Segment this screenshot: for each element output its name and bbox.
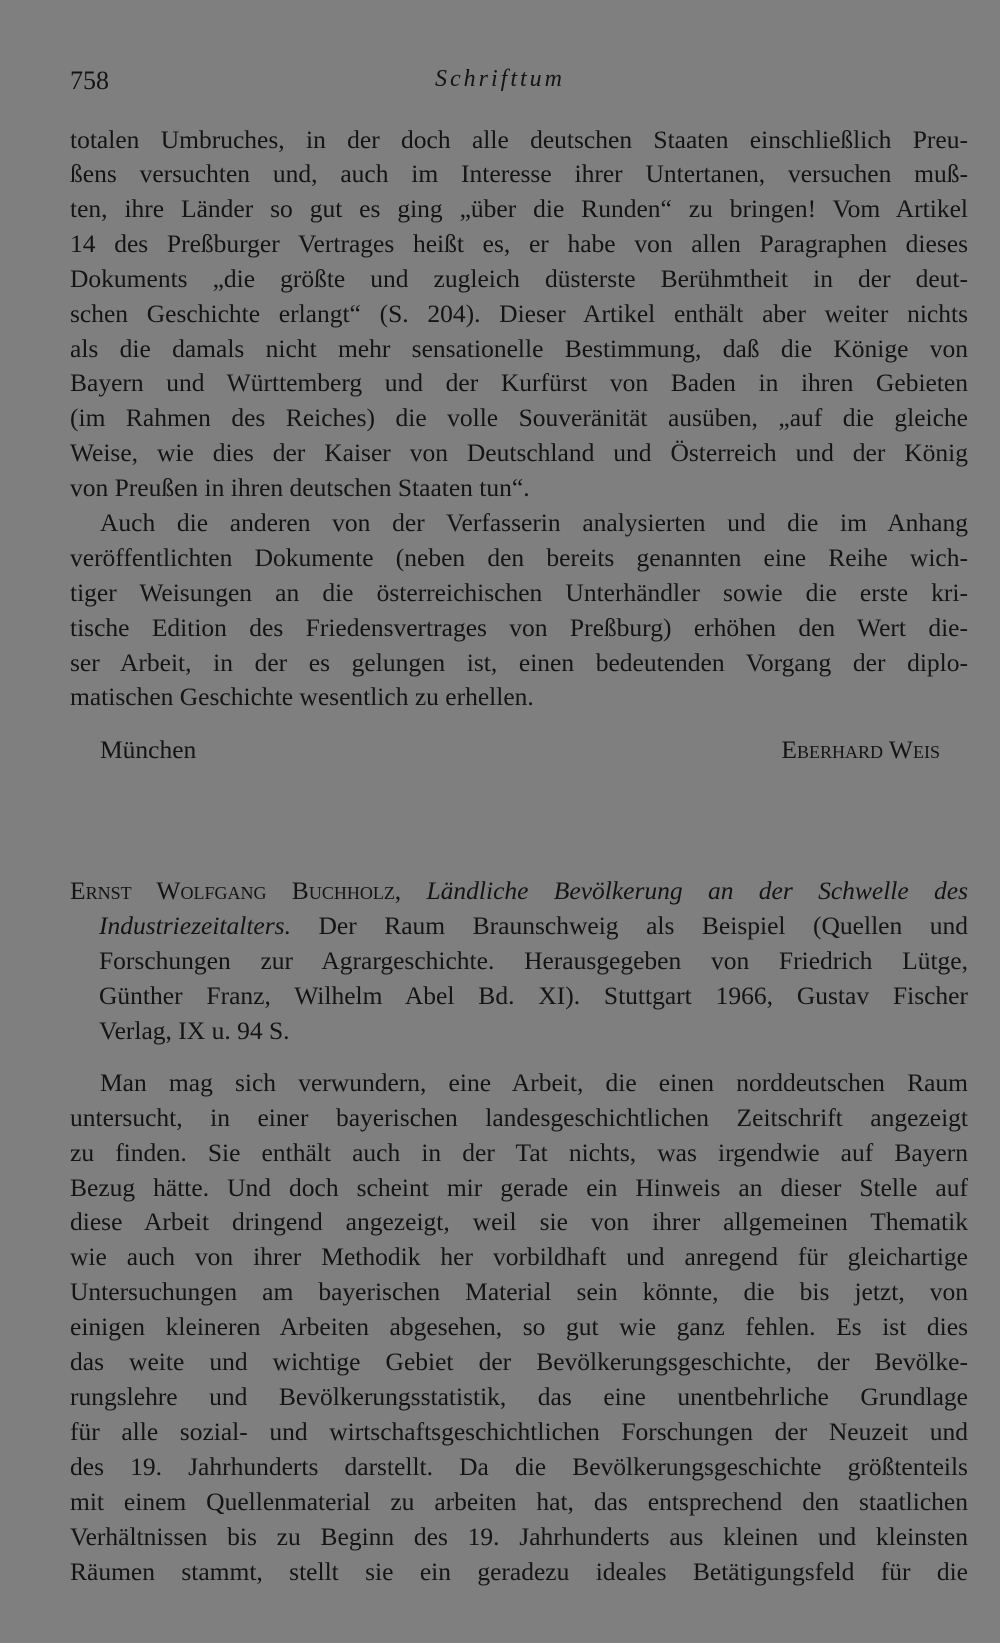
- text-line: Räumen stammt, stellt sie ein geradezu ideales Betätigungsfeld für die: [70, 1557, 968, 1586]
- citation-title: Ländliche Bevölkerung an der Schwelle des: [426, 876, 968, 905]
- text-line: veröffentlichten Dokumente (neben den bereits genannten eine Reihe wich-: [70, 543, 968, 572]
- page-number: 758: [70, 66, 109, 95]
- text-line: Untersuchungen am bayerischen Material sein könnte, die bis jetzt, von: [70, 1277, 968, 1306]
- text-line: Man mag sich verwundern, eine Arbeit, die einen norddeutschen Raum: [100, 1068, 968, 1097]
- citation-line: [99, 909, 968, 943]
- text-line: des 19. Jahrhunderts darstellt. Da die Bevölkerungsgeschichte größtenteils: [70, 1452, 968, 1481]
- text-line: einigen kleineren Arbeiten abgesehen, so gut wie ganz fehlen. Es ist dies: [70, 1312, 968, 1341]
- text-line: von Preußen in ihren deutschen Staaten tun“.: [70, 473, 530, 502]
- citation-line: Forschungen zur Agrargeschichte. Herausgegeben von Friedrich Lütge,: [99, 946, 968, 975]
- text-line: ßens versuchten und, auch im Interesse ihrer Untertanen, versuchen muß-: [70, 159, 968, 188]
- running-head: Schrifttum: [435, 66, 565, 92]
- text-line: Auch die anderen von der Verfasserin analysierten und die im Anhang: [100, 508, 968, 537]
- text-line: diese Arbeit dringend angezeigt, weil sie von ihrer allgemeinen Thematik: [70, 1207, 968, 1236]
- citation-line: Verlag, IX u. 94 S.: [99, 1016, 290, 1045]
- text-line: tische Edition des Friedensvertrages von Preßburg) erhöhen den Wert die-: [70, 613, 968, 642]
- text-line: Weise, wie dies der Kaiser von Deutschland und Österreich und der König: [70, 438, 968, 467]
- text-line: zu finden. Sie enthält auch in der Tat nichts, was irgendwie auf Bayern: [70, 1138, 968, 1167]
- text-line: Bayern und Württemberg und der Kurfürst von Baden in ihren Gebieten: [70, 368, 968, 397]
- text-line: matischen Geschichte wesentlich zu erhellen.: [70, 682, 534, 711]
- text-line: rungslehre und Bevölkerungsstatistik, das eine unentbehrliche Grundlage: [70, 1382, 968, 1411]
- text-line: untersucht, in einer bayerischen landesgeschichtlichen Zeitschrift angezeigt: [70, 1103, 968, 1132]
- text-line: ten, ihre Länder so gut es ging „über die Runden“ zu bringen! Vom Artikel: [70, 194, 968, 223]
- text-line: totalen Umbruches, in der doch alle deutschen Staaten einschließlich Preu-: [70, 125, 968, 154]
- review1-author: Eberhard Weis: [781, 735, 940, 764]
- citation-line: Günther Franz, Wilhelm Abel Bd. XI). Stuttgart 1966, Gustav Fischer: [99, 981, 968, 1010]
- citation-title-cont: Industriezeitalters.: [99, 911, 291, 940]
- text-line: für alle sozial- und wirtschaftsgeschichtlichen Forschungen der Neuzeit und: [70, 1417, 968, 1446]
- citation-author: Ernst Wolfgang Buchholz,: [70, 876, 402, 905]
- text-line: Dokuments „die größte und zugleich düsterste Berühmtheit in der deut-: [70, 264, 968, 293]
- text-line: als die damals nicht mehr sensationelle Bestimmung, daß die Könige von: [70, 334, 968, 363]
- text-line: (im Rahmen des Reiches) die volle Souveränität ausüben, „auf die gleiche: [70, 403, 968, 432]
- text-line: Bezug hätte. Und doch scheint mir gerade ein Hinweis an dieser Stelle auf: [70, 1173, 968, 1202]
- text-line: Verhältnissen bis zu Beginn des 19. Jahrhunderts aus kleinen und kleinsten: [70, 1522, 968, 1551]
- text-line: mit einem Quellenmaterial zu arbeiten hat, das entsprechend den staatlichen: [70, 1487, 968, 1516]
- review1-place: München: [100, 735, 197, 764]
- citation-subtitle: Der Raum Braunschweig als Beispiel (Quellen und: [318, 911, 968, 940]
- text-line: schen Geschichte erlangt“ (S. 204). Dieser Artikel enthält aber weiter nichts: [70, 299, 968, 328]
- text-line: wie auch von ihrer Methodik her vorbildhaft und anregend für gleichartige: [70, 1242, 968, 1271]
- text-line: tiger Weisungen an die österreichischen Unterhändler sowie die erste kri-: [70, 578, 968, 607]
- text-line: das weite und wichtige Gebiet der Bevölkerungsgeschichte, der Bevölke-: [70, 1347, 968, 1376]
- citation-line: [70, 874, 968, 908]
- text-line: ser Arbeit, in der es gelungen ist, einen bedeutenden Vorgang der diplo-: [70, 648, 968, 677]
- text-line: 14 des Preßburger Vertrages heißt es, er habe von allen Paragraphen dieses: [70, 229, 968, 258]
